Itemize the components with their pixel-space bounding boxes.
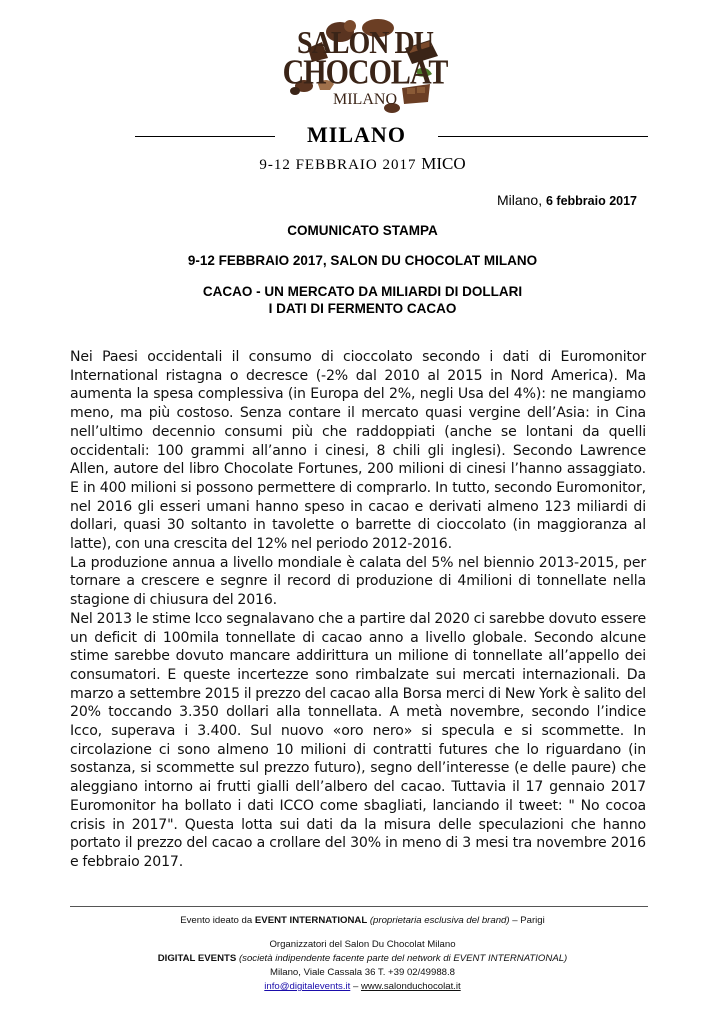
logo-line-salon-du: SALON DU <box>297 25 433 62</box>
logo-line-chocolat: CHOCOLAT <box>282 53 448 92</box>
event-dates <box>0 154 725 174</box>
event-date-range: 9-12 FEBBRAIO 2017 <box>259 157 417 173</box>
header-rule-right <box>438 136 648 137</box>
headline-line-1: CACAO - UN MERCATO DA MILIARDI DI DOLLARI <box>202 284 523 299</box>
press-release-label: COMUNICATO STAMPA <box>287 223 438 238</box>
header-city: MILANO <box>307 122 406 147</box>
footer-city: – Parigi <box>509 915 545 926</box>
footer-divider <box>70 906 648 907</box>
place-and-date <box>497 192 637 208</box>
logo-line-milano: MILANO <box>333 91 397 108</box>
footer-brand-note: (proprietaria esclusiva del brand) <box>369 915 510 926</box>
footer-digital-events-name: DIGITAL EVENTS <box>157 953 237 964</box>
footer-contacts <box>0 980 725 994</box>
footer-website-link[interactable]: www.salonduchocolat.it <box>360 981 461 992</box>
body-paragraph-3: Nel 2013 le stime Icco segnalavano che a partire dal 2020 ci sarebbe dovuto essere un deficit di 100mila tonnellate di cacao anno a livello globale. Secondo alcune stime sarebbe dovuto mancare addirittura un milione di tonnellate all’appello dei consumatori. E queste incertezze sono rimbalzate sui mercati internazionali. Da marzo a settembre 2015 il prezzo del cacao alla Borsa merci di New York è salito del 20% toccando 3.350 dollari alla tonnellata. A metà novembre, secondo l’indice Icco, superava i 3.400. Sul nuovo «oro nero» si specula e si scommette. In circolazione ci sono almeno 10 milioni di contratti futures che lo riguardano (in sostanza, si scommette sul prezzo futuro), segno dell’interesse (e delle paure) che aleggiano intorno ai frutti gialli dell’albero del cacao. Tuttavia il 17 gennaio 2017 Euromonitor ha bollato i dati ICCO come sbagliati, lanciando il tweet: " No cocoa crisis in 2017". Questa lotta sui dati da la misura delle speculazioni che hanno portato il prezzo del cacao a crollare del 30% in meno di 3 mesi tra novembre 2016 e febbraio 2017. <box>70 610 646 870</box>
footer-organizers: Organizzatori del Salon Du Chocolat Milano <box>269 939 456 950</box>
salon-du-chocolat-logo <box>280 18 450 118</box>
event-title: 9-12 FEBBRAIO 2017, SALON DU CHOCOLAT MILANO <box>187 253 538 268</box>
footer-event-international: EVENT INTERNATIONAL <box>254 915 368 926</box>
footer-digital-events <box>0 952 725 966</box>
footer-event-credit <box>0 914 725 928</box>
footer-address: Milano, Viale Cassala 36 T. +39 02/49988.8 <box>270 967 455 978</box>
event-venue: MICO <box>421 154 466 173</box>
header-rule-left <box>135 136 275 137</box>
headline-line-2: I DATI DI FERMENTO CACAO <box>268 301 457 316</box>
footer-credit-prefix: Evento ideato da <box>180 915 255 926</box>
footer-email-link[interactable]: info@digitalevents.it <box>264 981 351 992</box>
article-body <box>70 348 646 872</box>
footer-digital-events-note: (società indipendente facente parte del network di EVENT INTERNATIONAL) <box>238 953 568 964</box>
footer-separator: – <box>350 981 361 992</box>
release-date: 6 febbraio 2017 <box>545 194 637 208</box>
body-paragraph-1: Nei Paesi occidentali il consumo di cioccolato secondo i dati di Euromonitor International ristagna o decresce (-2% dal 2010 al 2015 in Nord America). Ma aumenta la spesa complessiva (in Europa del 2%, negli Usa del 4%): ne mangiamo meno, ma più costoso. Senza contare il mercato quasi vergine dell’Asia: in Cina nell’ultimo decennio consumi più che raddoppiati (anche se lontani da quelli occidentali: 100 grammi all’anno i cinesi, 8 chili gli inglesi). Secondo Lawrence Allen, autore del libro Chocolate Fortunes, 200 milioni di cinesi l’hanno assaggiato. E in 400 milioni si possono permettere di comprarlo. In tutto, secondo Euromonitor, nel 2016 gli esseri umani hanno speso in cacao e derivati almeno 123 miliardi di dollari, quasi 30 soltanto in tavolette o barrette di cioccolato (in maggioranza al latte), con una crescita del 12% nel periodo 2012-2016. <box>70 349 646 553</box>
body-paragraph-2: La produzione annua a livello mondiale è calata del 5% nel biennio 2013-2015, per tornare a crescere e segnre il record di produzione di 4milioni di tonnellate nella stagione di chiusura del 2016. <box>70 554 646 609</box>
place: Milano, <box>496 192 543 208</box>
